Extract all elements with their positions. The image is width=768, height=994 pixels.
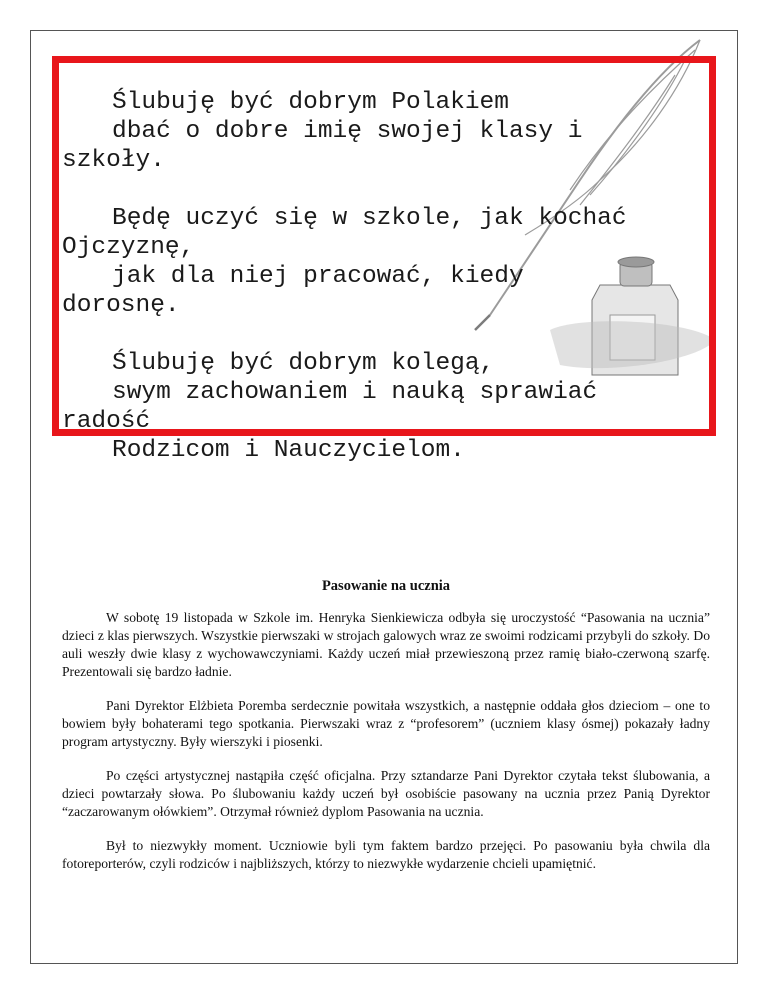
article-paragraph: Pani Dyrektor Elżbieta Poremba serdecznie powitała wszystkich, a następnie oddała głos dzieciom – one to bowiem były bohaterami tego spotkania. Pierwszaki wraz z “profesorem” (uczniem klasy ósmej) pokazały ładny program artystyczny. Były wierszyki i piosenki. (62, 698, 710, 749)
poem-line: swym zachowaniem i nauką sprawiać (112, 379, 598, 406)
poem-line: Ojczyznę, (62, 234, 195, 261)
article (62, 578, 710, 889)
poem-line: dorosnę. (62, 292, 180, 319)
poem-line: Ślubuję być dobrym Polakiem (112, 89, 509, 116)
poem-line: dbać o dobre imię swojej klasy i (112, 118, 583, 145)
article-paragraph: Był to niezwykły moment. Uczniowie byli tym faktem bardzo przejęci. Po pasowaniu była chwila dla fotoreporterów, czyli rodziców i najbliższych, którzy to niezwykłe wydarzenie chcieli upamiętnić. (62, 838, 710, 871)
poem-line: jak dla niej pracować, kiedy (112, 263, 524, 290)
article-paragraph: W sobotę 19 listopada w Szkole im. Henryka Sienkiewicza odbyła się uroczystość “Pasowania na ucznia” dzieci z klas pierwszych. Wszystkie pierwszaki w strojach galowych wraz ze swoimi rodzicami przybyli do szkoły. Do auli weszły dwie klasy z wychowawczyniami. Każdy uczeń miał przewieszoną przez ramię biało-czerwoną szarfę. Prezentowali się bardzo ładnie. (62, 610, 710, 679)
poem-line: Ślubuję być dobrym kolegą, (112, 350, 495, 377)
oath-poem (62, 88, 702, 465)
poem-line: Rodzicom i Nauczycielom. (112, 437, 465, 464)
article-title: Pasowanie na ucznia (321, 578, 451, 594)
article-paragraph: Po części artystycznej nastąpiła część oficjalna. Przy sztandarze Pani Dyrektor czytała tekst ślubowania, a dzieci powtarzały słowa. Po ślubowaniu każdy uczeń był osobiście pasowany na ucznia przez Panią Dyrektor “zaczarowanym ołówkiem”. Otrzymał również dyplom Pasowania na ucznia. (62, 768, 710, 819)
poem-line: radość (62, 408, 151, 435)
poem-line: Będę uczyć się w szkole, jak kochać (112, 205, 627, 232)
poem-line: szkoły. (62, 147, 165, 174)
